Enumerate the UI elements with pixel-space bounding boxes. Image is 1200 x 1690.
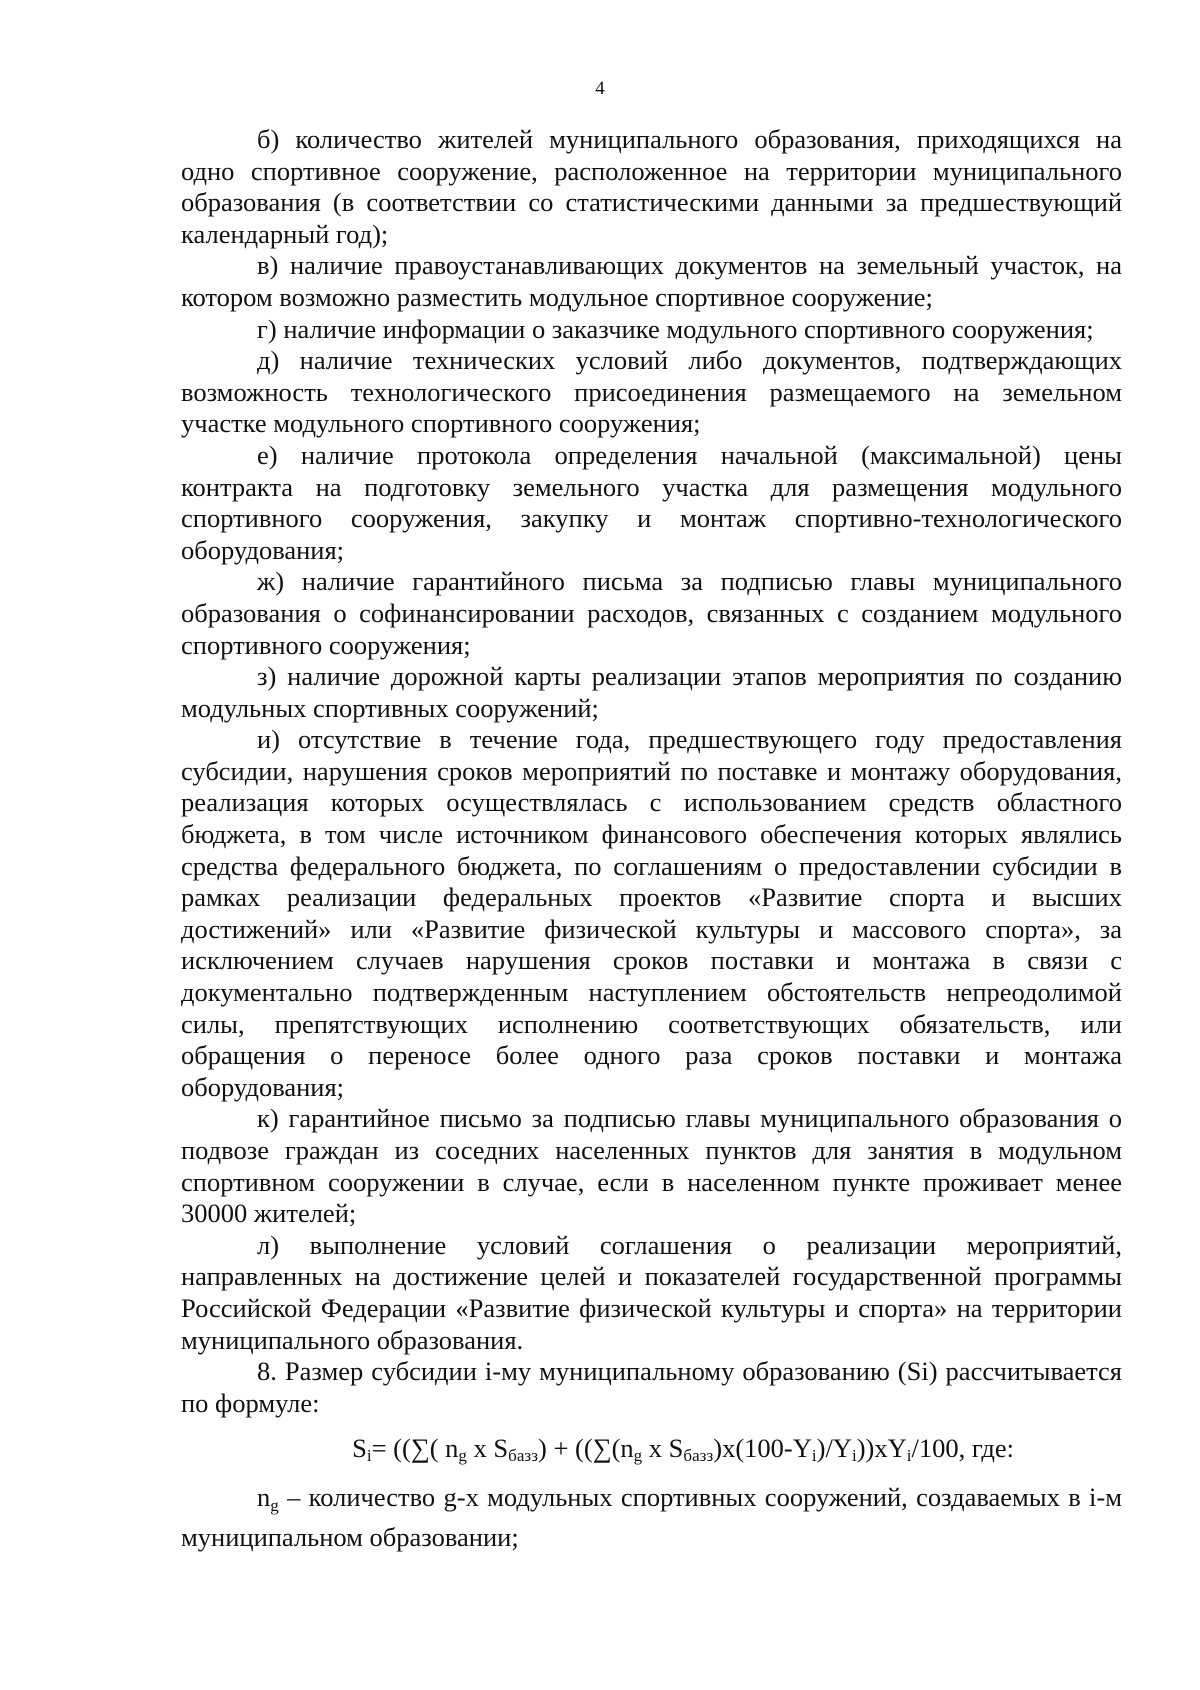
formula-open2: (n — [611, 1433, 634, 1464]
definition-n: n — [257, 1481, 271, 1512]
formula-sub-g: g — [458, 1446, 467, 1466]
paragraph-zh: ж) наличие гарантийного письма за подписью главы муниципального образования о софинансировании расходов, связанных с созданием модульного спортивного сооружения; — [181, 566, 1122, 660]
formula-mid: ) + (( — [538, 1433, 593, 1464]
paragraph-v: в) наличие правоустанавливающих документов на земельный участок, на котором возможно разместить модульное спортивное сооружение; — [181, 250, 1122, 312]
definition-text: – количество g-х модульных спортивных сооружений, создаваемых в i-м муниципальном образовании; — [181, 1481, 1122, 1552]
page-number: 4 — [595, 78, 605, 99]
formula-sub-i-2: i — [811, 1446, 817, 1466]
formula-tail4: /100, где: — [911, 1433, 1014, 1464]
definition-ng — [181, 1482, 1122, 1553]
formula-x1: x S — [466, 1433, 509, 1464]
formula-tail3: ))xY — [856, 1433, 907, 1464]
paragraph-z: з) наличие дорожной карты реализации этапов мероприятия по созданию модульных спортивных сооружений; — [181, 661, 1122, 723]
paragraph-e: е) наличие протокола определения начальной (максимальной) цены контракта на подготовку земельного участка для размещения модульного спортивного сооружения, закупку и монтаж спортивно-технологического оборудования; — [181, 439, 1122, 565]
paragraph-d: д) наличие технических условий либо документов, подтверждающих возможность технологического присоединения размещаемого на земельном участке модульного спортивного сооружения; — [181, 345, 1122, 439]
formula-tail1: )x(100-Y — [713, 1433, 812, 1464]
formula-eq-open: = (( — [371, 1433, 411, 1464]
paragraph-b: б) количество жителей муниципального образования, приходящихся на одно спортивное сооружение, расположенное на территории муниципального образования (в соответствии со статистическими данными за предшествующий календарный год); — [181, 124, 1122, 249]
formula-open1: ( n — [429, 1433, 459, 1464]
formula-sub-base: базз — [508, 1446, 539, 1466]
paragraph-i: и) отсутствие в течение года, предшествующего году предоставления субсидии, нарушения сроков мероприятий по поставке и монтажу оборудования, реализация которых осуществлялась с использованием средств областного бюджета, в том числе источником финансового обеспечения которых являлись средства федерального бюджета, по соглашениям о предоставлении субсидии в рамках реализации федеральных проектов «Развитие спорта и высших достижений» или «Развитие физической культуры и массового спорта», за исключением случаев нарушения сроков поставки и монтажа в связи с документально подтвержденным наступлением обстоятельств непреодолимой силы, препятствующих исполнению соответствующих обязательств, или обращения о переносе более одного раза сроков поставки и монтажа оборудования; — [181, 724, 1122, 1102]
document-body — [181, 124, 1122, 1553]
formula-sub-g-2: g — [633, 1446, 643, 1466]
formula-x2: x S — [642, 1433, 684, 1464]
paragraph-8: 8. Размер субсидии i-му муниципальному образованию (Si) рассчитывается по формуле: — [181, 1356, 1122, 1418]
subsidy-formula — [181, 1433, 1122, 1472]
formula-sum-symbol-2: ∑ — [592, 1433, 612, 1464]
formula-sub-base-2: базз — [683, 1446, 714, 1466]
formula-sum-symbol: ∑ — [410, 1433, 430, 1464]
formula-s: S — [352, 1433, 367, 1464]
formula-sub-i-3: i — [851, 1446, 857, 1466]
paragraph-l: л) выполнение условий соглашения о реализации мероприятий, направленных на достижение целей и показателей государственной программы Российской Федерации «Развитие физической культуры и спорта» на территории муниципального образования. — [181, 1229, 1122, 1355]
formula-tail2: )/Y — [816, 1433, 852, 1464]
formula-sub-i-4: i — [906, 1446, 912, 1466]
paragraph-g: г) наличие информации о заказчике модульного спортивного сооружения; — [257, 313, 1094, 344]
formula-sub-i: i — [366, 1446, 372, 1466]
definition-sub-g: g — [270, 1495, 279, 1515]
paragraph-k: к) гарантийное письмо за подписью главы муниципального образования о подвозе граждан из соседних населенных пунктов для занятия в модульном спортивном сооружении в случае, если в населенном пункте проживает менее 30000 жителей; — [181, 1103, 1122, 1229]
